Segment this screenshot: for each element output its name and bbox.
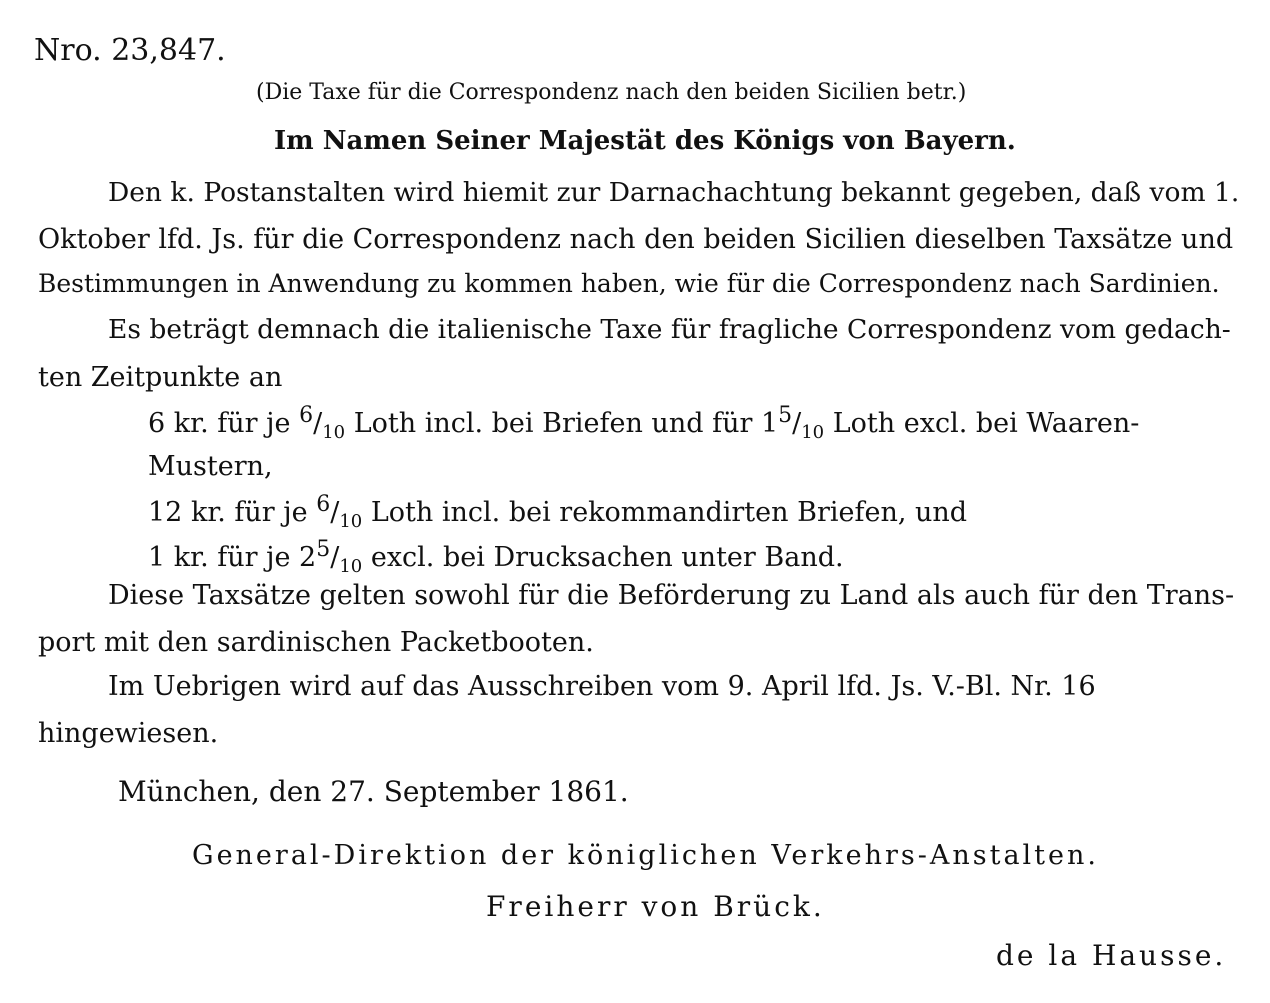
paragraph-2-line-2: ten Zeitpunkte an	[38, 362, 283, 393]
signatory-name: Freiherr von Brück.	[486, 890, 825, 923]
document-number: Nro. 23,847.	[34, 33, 226, 68]
rate-3-tail: excl. bei Drucksachen unter Band.	[370, 542, 844, 573]
rate-1-fraction-denominator: 10	[322, 422, 346, 443]
rate-3-amount: 1	[148, 542, 166, 573]
paragraph-4-line-1: Im Uebrigen wird auf das Ausschreiben vom 9. April lfd. Js. V.-Bl. Nr. 16	[108, 671, 1096, 702]
rate-2-amount: 12	[148, 497, 183, 528]
rate-1-fraction2-denominator: 10	[801, 422, 825, 443]
rate-1-tail: Loth excl. bei Waaren-	[832, 408, 1140, 439]
rate-line-1: 6 kr. für je $^6/_{10}$ Loth incl. bei Briefen und für $1^5/_{10}$ Loth excl. bei Waaren-	[148, 403, 1140, 443]
paragraph-3-line-1: Diese Taxsätze gelten sowohl für die Beförderung zu Land als auch für den Trans-	[108, 580, 1235, 611]
rate-line-1-continuation: Mustern,	[148, 451, 273, 482]
rate-line-3: 1 kr. für je $2^5/_{10}$ excl. bei Drucksachen unter Band.	[148, 537, 844, 577]
rate-1-fraction-numerator: 6	[299, 403, 314, 428]
rate-1-amount: 6	[148, 408, 166, 439]
rate-3-lead: kr. für je 2	[173, 542, 317, 573]
rate-2-tail: Loth incl. bei rekommandirten Briefen, und	[370, 497, 968, 528]
paragraph-2-line-1: Es beträgt demnach die italienische Taxe für fragliche Correspondenz vom gedach-	[108, 314, 1231, 345]
countersignature: de la Hausse.	[996, 939, 1227, 972]
rate-line-2: 12 kr. für je $^6/_{10}$ Loth incl. bei rekommandirten Briefen, und	[148, 492, 968, 532]
preamble-heading: Im Namen Seiner Majestät des Königs von Bayern.	[274, 126, 1016, 156]
rate-2-fraction-denominator: 10	[339, 511, 363, 532]
issuing-authority: General-Direktion der königlichen Verkehrs-Anstalten.	[192, 840, 1099, 871]
document-subject: (Die Taxe für die Correspondenz nach den beiden Sicilien betr.)	[256, 80, 967, 105]
paragraph-1-line-3: Bestimmungen in Anwendung zu kommen haben, wie für die Correspondenz nach Sardinien.	[38, 269, 1220, 298]
rate-1-fraction2-numerator: 5	[778, 403, 793, 428]
date-and-place: München, den 27. September 1861.	[118, 775, 629, 808]
paragraph-1-line-1: Den k. Postanstalten wird hiemit zur Darnachachtung bekannt gegeben, daß vom 1.	[108, 177, 1240, 208]
paragraph-3-line-2: port mit den sardinischen Packetbooten.	[38, 627, 594, 658]
rate-3-fraction-denominator: 10	[339, 556, 363, 577]
paragraph-1-line-2: Oktober lfd. Js. für die Correspondenz nach den beiden Sicilien dieselben Taxsätze und	[38, 224, 1234, 255]
rate-2-lead: kr. für je	[190, 497, 308, 528]
rate-2-fraction-numerator: 6	[316, 492, 331, 517]
paragraph-4-line-2: hingewiesen.	[38, 718, 219, 749]
rate-1-lead: kr. für je	[173, 408, 291, 439]
rate-1-mid: Loth incl. bei Briefen und für 1	[353, 408, 779, 439]
rate-3-fraction-numerator: 5	[316, 537, 331, 562]
